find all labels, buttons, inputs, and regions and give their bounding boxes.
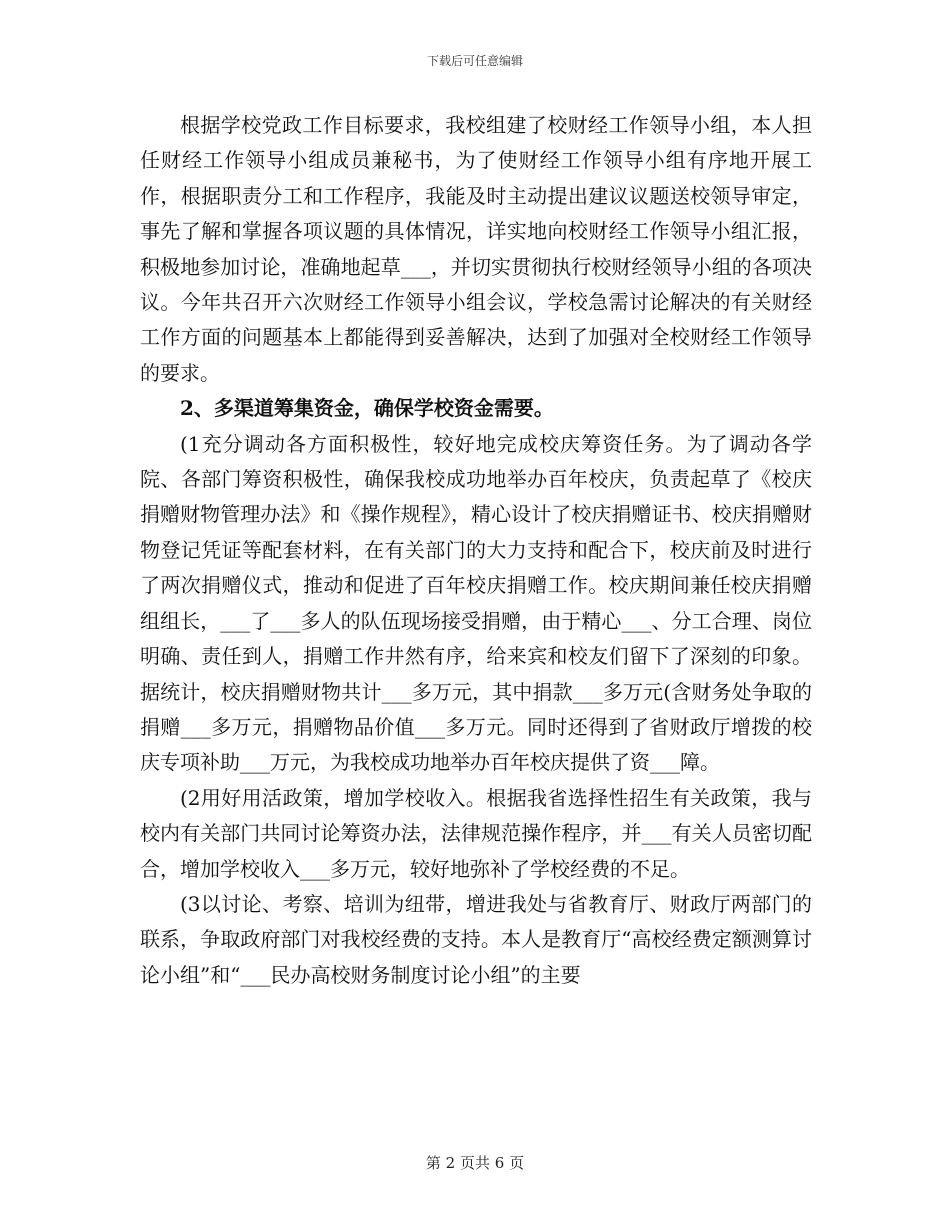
section-heading-fundraising: 2、多渠道筹集资金，确保学校资金需要。 (180, 396, 554, 421)
page-footer-page-number: 第 2 页共 6 页 (425, 1154, 525, 1172)
document-body (140, 108, 812, 993)
paragraph-finance-leadership-group: 根据学校党政工作目标要求，我校组建了校财经工作领导小组，本人担任财经工作领导小组成员兼秘书，为了使财经工作领导小组有序地开展工作，根据职责分工和工作程序，我能及时主动提出建议议题送校领导审定，事先了解和掌握各项议题的具体情况，详实地向校财经工作领导小组汇报，积极地参加讨论，准确地起草___，并切实贯彻执行校财经领导小组的各项决议。今年共召开六次财经工作领导小组会议，学校急需讨论解决的有关财经工作方面的问题基本上都能得到妥善解决，达到了加强对全校财经工作领导的要求。 (140, 113, 812, 385)
paragraph-government-liaison: (3以讨论、考察、培训为纽带，增进我处与省教育厅、财政厅两部门的联系，争取政府部门对我校经费的支持。本人是教育厅“高校经费定额测算讨论小组”和“___民办高校财务制度讨论小组”的主要 (140, 891, 812, 987)
paragraph-increase-income: (2用好用活政策，增加学校收入。根据我省选择性招生有关政策，我与校内有关部门共同讨论筹资办法，法律规范操作程序，并___有关人员密切配合，增加学校收入___多万元，较好地弥补了学校经费的不足。 (140, 785, 812, 881)
page-header: 下载后可任意编辑 (426, 54, 523, 68)
paragraph-anniversary-donations: (1充分调动各方面积极性，较好地完成校庆筹资任务。为了调动各学院、各部门筹资积极性，确保我校成功地举办百年校庆，负责起草了《校庆捐赠财物管理办法》和《操作规程》，精心设计了校庆捐赠证书、校庆捐赠财物登记凭证等配套材料，在有关部门的大力支持和配合下，校庆前及时进行了两次捐赠仪式，推动和促进了百年校庆捐赠工作。校庆期间兼任校庆捐赠组组长，___了___多人的队伍现场接受捐赠，由于精心___、分工合理、岗位明确、责任到人，捐赠工作井然有序，给来宾和校友们留下了深刻的印象。据统计，校庆捐赠财物共计___多万元，其中捐款___多万元(含财务处争取的捐赠___多万元，捐赠物品价值___多万元。同时还得到了省财政厅增拨的校庆专项补助___万元，为我校成功地举办百年校庆提供了资___障。 (140, 431, 812, 775)
